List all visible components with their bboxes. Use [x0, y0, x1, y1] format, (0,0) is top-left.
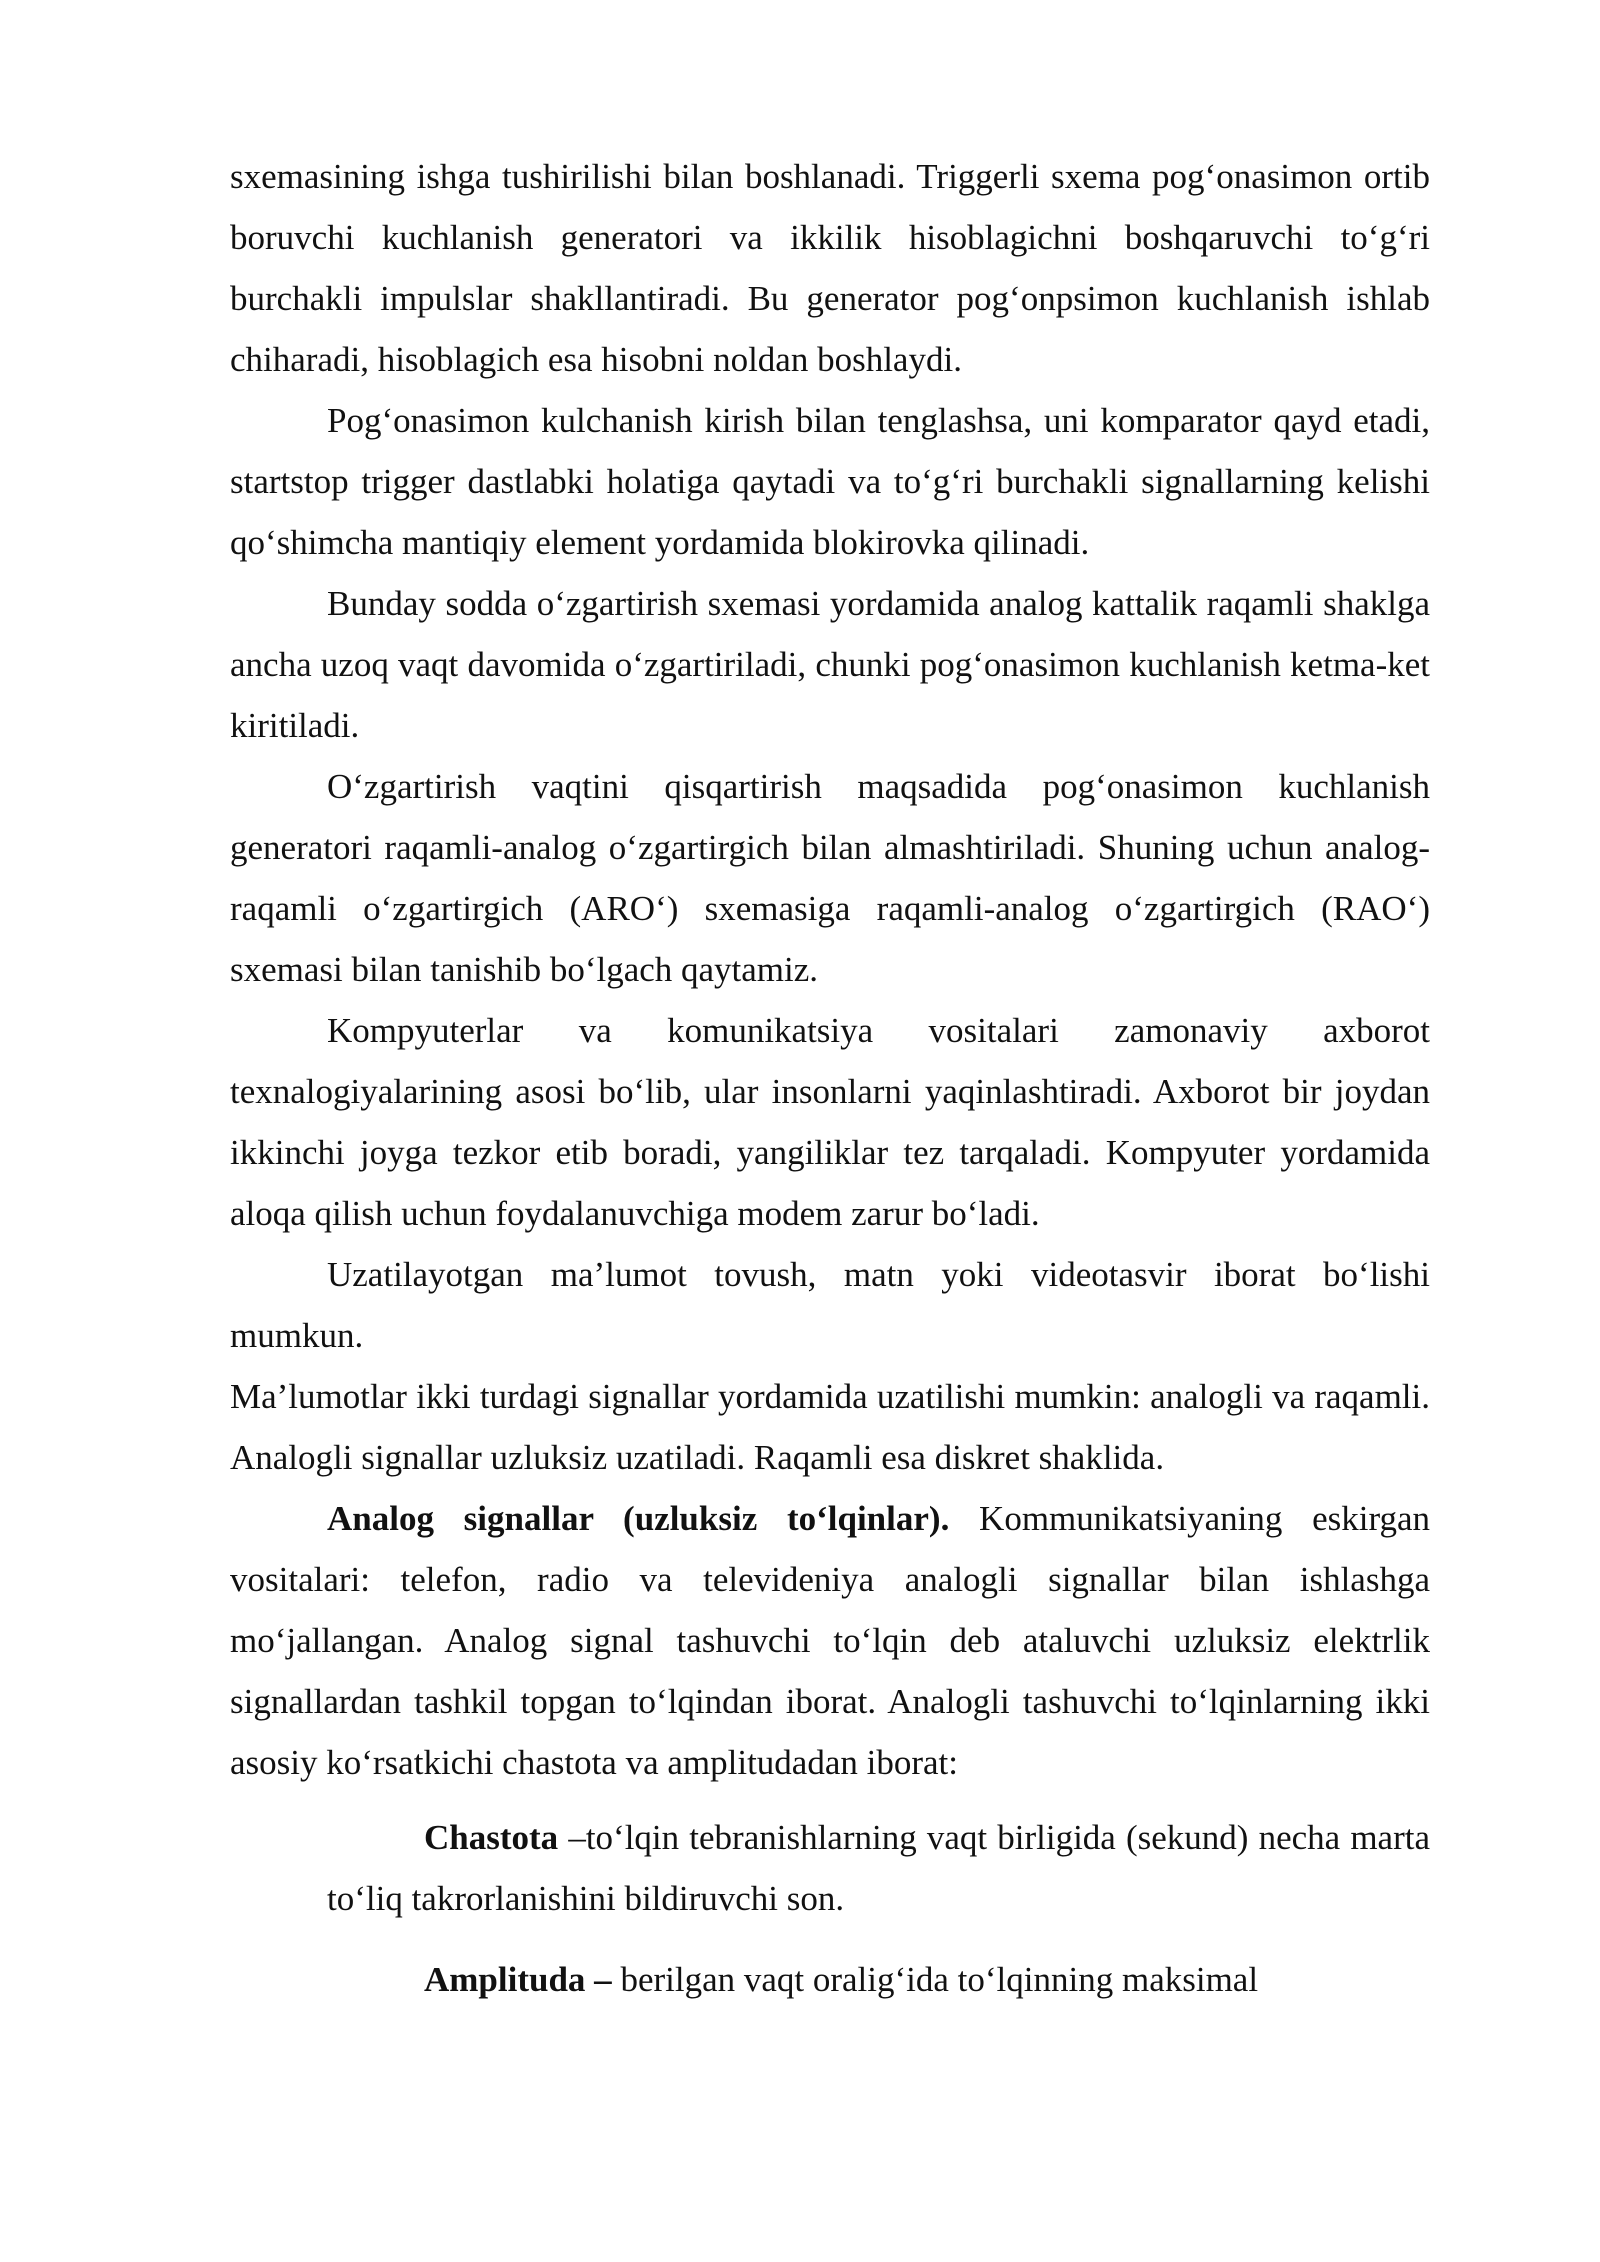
- paragraph-3: [230, 573, 1430, 756]
- paragraph-8-heading: Analog signallar (uzluksiz to‘lqinlar).: [327, 1499, 950, 1538]
- paragraph-2: [230, 390, 1430, 573]
- paragraph-7: [230, 1366, 1430, 1488]
- paragraph-1: [230, 146, 1430, 390]
- paragraph-6-text: Uzatilayotgan ma’lumot tovush, matn yoki videotasvir iborat bo‘lishi mumkun.: [230, 1255, 1430, 1355]
- paragraph-4-text: O‘zgartirish vaqtini qisqartirish maqsadida pog‘onasimon kuchlanish generatori raqamli-analog o‘zgartirgich bilan almashtiriladi. Shuning uchun analog-raqamli o‘zgartirgich (ARO‘) sxemasiga raqamli-analog o‘zgartirgich (RAO‘) sxemasi bilan tanishib bo‘lgach qaytamiz.: [230, 767, 1430, 989]
- definition-amplituda-text: berilgan vaqt oralig‘ida to‘lqinning maksimal: [611, 1960, 1259, 1999]
- paragraph-5-text: Kompyuterlar va komunikatsiya vositalari zamonaviy axborot texnalogiyalarining asosi bo‘lib, ular insonlarni yaqinlashtiradi. Axborot bir joydan ikkinchi joyga tezkor etib boradi, yangiliklar tez tarqaladi. Kompyuter yordamida aloqa qilish uchun foydalanuvchiga modem zarur bo‘ladi.: [230, 1011, 1430, 1233]
- paragraph-4: [230, 756, 1430, 1000]
- definition-chastota: [230, 1807, 1430, 1929]
- paragraph-6: [230, 1244, 1430, 1366]
- paragraph-2-text: Pog‘onasimon kulchanish kirish bilan tenglashsa, uni komparator qayd etadi, startstop trigger dastlabki holatiga qaytadi va to‘g‘ri burchakli signallarning kelishi qo‘shimcha mantiqiy element yordamida blokirovka qilinadi.: [230, 401, 1430, 562]
- paragraph-8: [230, 1488, 1430, 1793]
- paragraph-3-text: Bunday sodda o‘zgartirish sxemasi yordamida analog kattalik raqamli shaklga ancha uzoq vaqt davomida o‘zgartiriladi, chunki pog‘onasimon kuchlanish ketma-ket kiritiladi.: [230, 584, 1430, 745]
- paragraph-7-text: Ma’lumotlar ikki turdagi signallar yordamida uzatilishi mumkin: analogli va raqamli. Analogli signallar uzluksiz uzatiladi. Raqamli esa diskret shaklida.: [230, 1377, 1430, 1477]
- paragraph-1-text: sxemasining ishga tushirilishi bilan boshlanadi. Triggerli sxema pog‘onasimon ortib boruvchi kuchlanish generatori va ikkilik hisoblagichni boshqaruvchi to‘g‘ri burchakli impulslar shakllantiradi. Bu generator pog‘onpsimon kuchlanish ishlab chiharadi, hisoblagich esa hisobni noldan boshlaydi.: [230, 157, 1430, 379]
- definition-amplituda: [230, 1949, 1430, 2010]
- definition-amplituda-term: Amplituda –: [424, 1960, 612, 1999]
- definition-chastota-text: –to‘lqin tebranishlarning vaqt birligida (sekund) necha marta to‘liq takrorlanishini bildiruvchi son.: [327, 1818, 1430, 1918]
- paragraph-8-text: Kommunikatsiyaning eskirgan vositalari: telefon, radio va televideniya analogli signallar bilan ishlashga mo‘jallangan. Analog signal tashuvchi to‘lqin deb ataluvchi uzluksiz elektrlik signallardan tashkil topgan to‘lqindan iborat. Analogli tashuvchi to‘lqinlarning ikki asosiy ko‘rsatkichi chastota va amplitudadan iborat:: [230, 1499, 1431, 1782]
- document-page: [230, 146, 1430, 2010]
- definition-chastota-term: Chastota: [424, 1818, 559, 1857]
- paragraph-5: [230, 1000, 1430, 1244]
